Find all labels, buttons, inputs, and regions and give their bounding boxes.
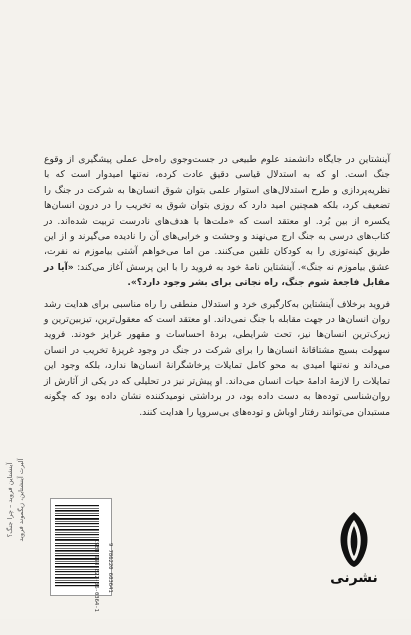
blurb-paragraph-1-text: آینشتاین در جایگاه دانشمند علوم طبیعی در جست‌وجوی راه‌حل عملی پیشگیری از وقوع جنگ است. او که به استدلال قیاسی دقیق عادت کرده، نه‌تنها امیدوار است که با نظریه‌پردازی و طرح استدلال‌های استوار علمی بتوان شوق انسان‌ها به شرکت در جنگ را تضعیف کرد، بلکه همچنین امید دارد که روزی بتوان شوق به تخریب را در درون انسان‌ها یکسره از بین بُرد. او معتقد است که «ملت‌ها با هدف‌های نادرست تربیت شده‌اند. در کتاب‌های درسی به جنگ ارج می‌نهند و وحشت و خرابی‌های آن را نادیده می‌گیرند و از این طریق کینه‌توزی را به کودکان تلقین می‌کنند. من اما می‌خواهم آشتی بیاموزم نه نفرت، عشق بیاموزم نه جنگ». آینشتاین نامهٔ خود به فروید را با این پرسش آغاز می‌کند: xyxy=(44,154,391,273)
back-cover-blurb xyxy=(44,152,390,426)
isbn-digits: 9 786220 603641 xyxy=(107,543,113,593)
isbn-label: ISBN 978-622-06-0364-1 xyxy=(93,539,99,612)
blurb-quote: «آیا در مقابل فاجعهٔ شوم جنگ، راه نجاتی برای بشر وجود دارد؟». xyxy=(44,261,390,289)
blurb-paragraph-2: فروید برخلاف آینشتاین به‌کارگیری خرد و استدلال منطقی را راه مناسبی برای هدایت رشد روان انسان‌ها در جهت مقابله با جنگ نمی‌داند. او معتقد است که معقول‌ترین، تیزبین‌ترین و زیرک‌ترین انسان‌ها نیز، تحت شرایطی، بردهٔ احساسات و مقهور غرایز خودند. فروید سهولت بسیج مشتاقانهٔ انسان‌ها را برای شرکت در جنگ در وجود غریزهٔ تخریب در انسان می‌داند و نه‌تنها امیدی به محو کامل تمایلات پرخاشگرانهٔ انسان‌ها ندارد، بلکه وجود این تمایلات را لازمهٔ ادامهٔ حیات انسان می‌داند. او پیش‌تر نیز در تحلیلی که در یکی از آثارش از روان‌شناسی توده‌ها به دست داده بود، در برداشتی نومیدکننده نشان داده بود که چگونه مستبدان می‌توانند رفتار اوباش و توده‌های بی‌سروپا را هدایت کنند. xyxy=(44,298,390,418)
blurb-paragraph-1 xyxy=(44,152,390,291)
publisher-name: نشرنی xyxy=(330,570,378,586)
spine-title: آینشتاین فروید – چرا جنگ؟ xyxy=(6,462,14,538)
publisher-logo xyxy=(326,510,382,592)
reed-leaf-icon xyxy=(326,510,382,568)
spine-authors: آلبرت آینشتاین، زیگموند فروید xyxy=(17,458,25,542)
barcode xyxy=(50,498,113,612)
isbn-barcode-area xyxy=(32,458,128,612)
